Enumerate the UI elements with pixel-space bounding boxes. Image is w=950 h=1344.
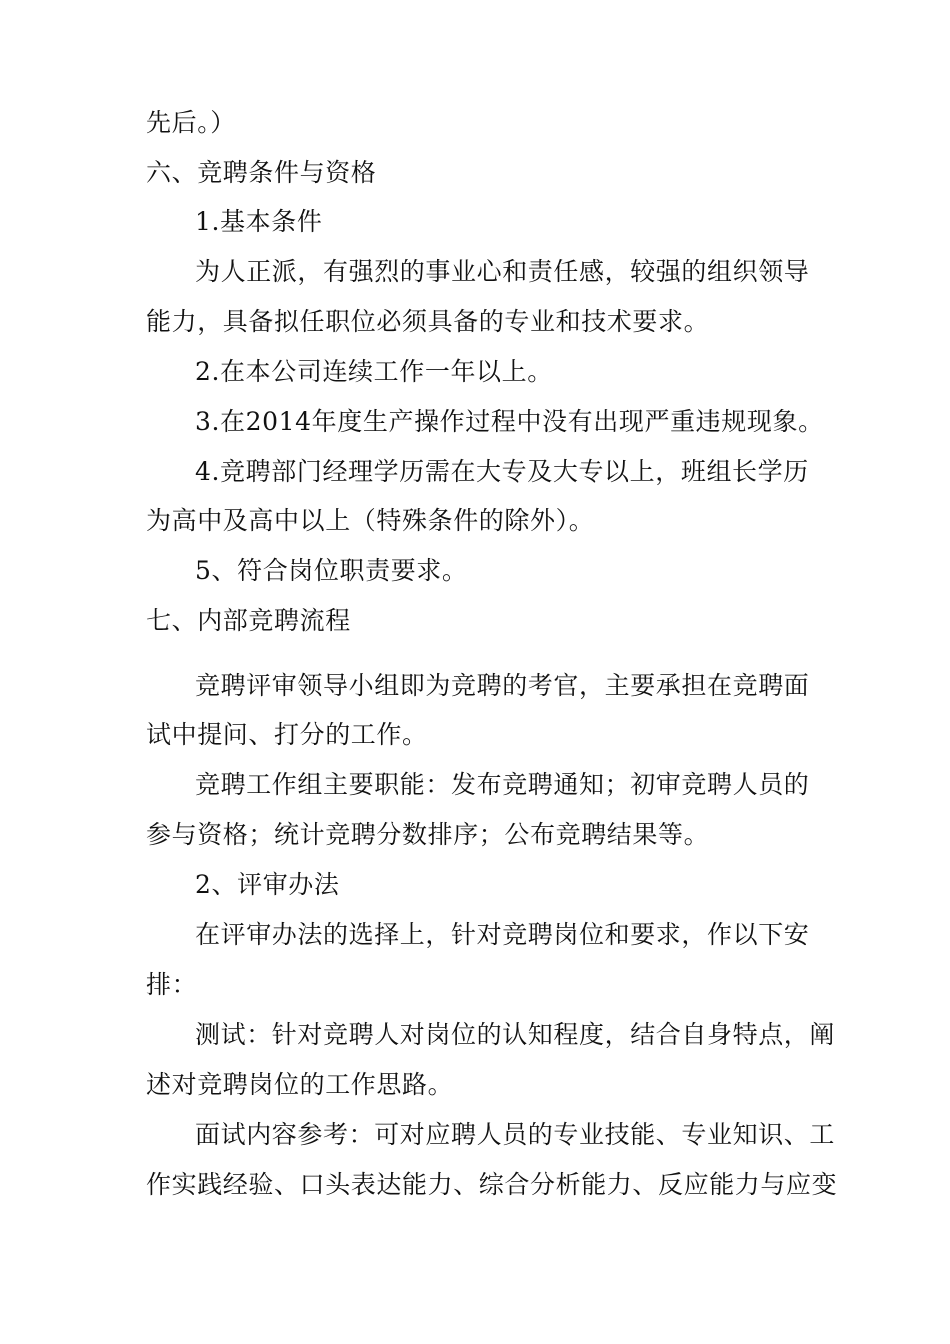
paragraph-line: 试中提问、打分的工作。 <box>146 720 428 749</box>
paragraph-line: 排： <box>146 970 198 999</box>
paragraph-line: 为高中及高中以上（特殊条件的除外）。 <box>146 506 595 535</box>
subheading-basic: 1.基本条件 <box>195 207 323 236</box>
section-heading-6: 六、竞聘条件与资格 <box>146 158 377 187</box>
paragraph-line: 述对竞聘岗位的工作思路。 <box>146 1070 454 1099</box>
paragraph-line: 在评审办法的选择上，针对竞聘岗位和要求，作以下安 <box>195 920 810 949</box>
text-line-continuation: 先后。） <box>146 108 236 137</box>
paragraph-line: 面试内容参考：可对应聘人员的专业技能、专业知识、工 <box>195 1120 836 1149</box>
list-item-2: 2.在本公司连续工作一年以上。 <box>195 357 553 386</box>
subheading-review: 2、评审办法 <box>195 870 340 899</box>
list-item-3: 3.在2014年度生产操作过程中没有出现严重违规现象。 <box>195 407 824 436</box>
list-item-4: 4.竞聘部门经理学历需在大专及大专以上，班组长学历 <box>195 457 809 486</box>
paragraph-line: 测试：针对竞聘人对岗位的认知程度，结合自身特点，阐 <box>195 1020 836 1049</box>
paragraph-line: 参与资格；统计竞聘分数排序；公布竞聘结果等。 <box>146 820 710 849</box>
section-heading-7: 七、内部竞聘流程 <box>146 606 351 635</box>
paragraph-line: 竞聘工作组主要职能：发布竞聘通知；初审竞聘人员的 <box>195 770 810 799</box>
paragraph-line: 能力，具备拟任职位必须具备的专业和技术要求。 <box>146 307 710 336</box>
list-item-5: 5、符合岗位职责要求。 <box>195 556 468 585</box>
paragraph-line: 竞聘评审领导小组即为竞聘的考官，主要承担在竞聘面 <box>195 671 810 700</box>
paragraph-line: 作实践经验、口头表达能力、综合分析能力、反应能力与应变 <box>146 1170 838 1199</box>
paragraph-line: 为人正派，有强烈的事业心和责任感，较强的组织领导 <box>195 257 810 286</box>
